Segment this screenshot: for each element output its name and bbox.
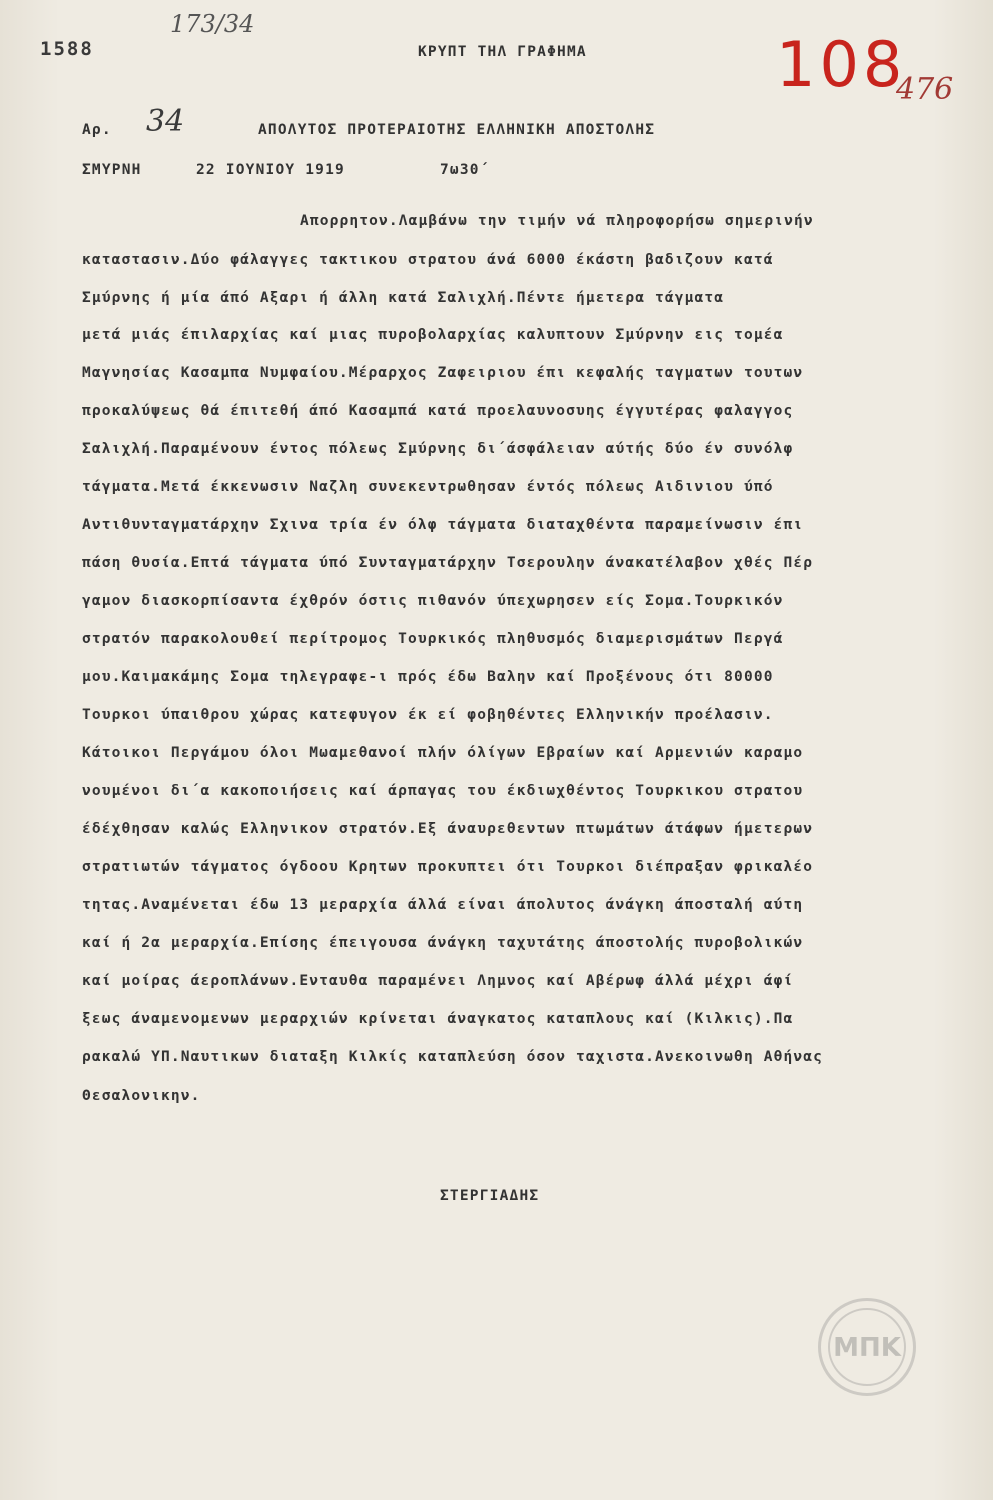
- seal-letters: ΜΠΚ: [833, 1333, 901, 1363]
- document-heading: ΚΡΥΠΤ ΤΗΛ ΓΡΑΦΗΜΑ: [418, 44, 587, 60]
- body-line: ρακαλώ ΥΠ.Ναυτικων διαταξη Κιλκίς καταπλεύση όσον ταχιστα.Ανεκοινωθη Αθήνας: [82, 1049, 823, 1065]
- red-archive-number: 108: [776, 28, 907, 101]
- body-line: στρατόν παρακολουθεί περίτρομος Τουρκικός πληθυσμός διαμερισμάτων Περγά: [82, 631, 784, 647]
- body-line: τάγματα.Μετά έκκενωσιν Ναζλη συνεκεντρωθησαν έντός πόλεως Αιδινιου ύπό: [82, 479, 774, 495]
- body-line: Μαγνησίας Κασαμπα Νυμφαίου.Μέραρχος Ζαφειριου έπι κεφαλής ταγματων τουτων: [82, 365, 804, 381]
- place: ΣΜΥΡΝΗ: [82, 162, 142, 178]
- body-line: γαμον διασκορπίσαντα έχθρόν όστις πιθανόν ύπεχωρησεν είς Σομα.Τουρκικόν: [82, 593, 784, 609]
- reference-number: 34: [146, 104, 185, 139]
- body-line: έδέχθησαν καλώς Ελληνικον στρατόν.Εξ άναυρεθεντων πτωμάτων άτάφων ήμετερων: [82, 821, 814, 837]
- body-line: νουμένοι δι΄α κακοποιήσεις καί άρπαγας του έκδιωχθέντος Τουρκικου στρατου: [82, 783, 804, 799]
- red-archive-subnumber: 476: [896, 72, 954, 107]
- body-line: μετά μιάς έπιλαρχίας καί μιας πυροβολαρχίας καλυπτουν Σμύρνην εις τομέα: [82, 327, 784, 343]
- body-line: μου.Καιμακάμης Σομα τηλεγραφε-ι πρός έδω Βαλην καί Προξένους ότι 80000: [82, 669, 774, 685]
- archive-seal: [818, 1298, 916, 1396]
- body-line: Τουρκοι ύπαιθρου χώρας κατεφυγον έκ εί φοβηθέντες Ελληνικήν προέλασιν.: [82, 707, 774, 723]
- folio-note: 173/34: [170, 10, 255, 38]
- body-line: Απορρητον.Λαμβάνω την τιμήν νά πληροφορήσω σημερινήν: [300, 213, 814, 229]
- time: 7ω30΄: [440, 162, 490, 178]
- body-line: Κάτοικοι Περγάμου όλοι Μωαμεθανοί πλήν όλίγων Εβραίων καί Αρμενιών καραμο: [82, 745, 804, 761]
- body-line: καταστασιν.Δύο φάλαγγες τακτικου στρατου άνά 6000 έκάστη βαδιζουν κατά: [82, 252, 774, 268]
- body-line: Σαλιχλή.Παραμένουν έντος πόλεως Σμύρνης δι΄άσφάλειαν αύτής δύο έν συνόλφ: [82, 441, 794, 457]
- body-line: στρατιωτών τάγματος όγδοου Κρητων προκυπτει ότι Τουρκοι διέπραξαν φρικαλέο: [82, 859, 814, 875]
- signature: ΣΤΕΡΓΙΑΔΗΣ: [440, 1188, 540, 1204]
- reference-label: Αρ.: [82, 122, 112, 138]
- body-line: καί ή 2α μεραρχία.Επίσης έπειγουσα άνάγκη ταχυτάτης άποστολής πυροβολικών: [82, 935, 804, 951]
- body-line: τητας.Αναμένεται έδω 13 μεραρχία άλλά είναι άπολυτος άνάγκη άποσταλή αύτη: [82, 897, 804, 913]
- doc-number: 1588: [40, 38, 94, 60]
- body-line: πάση θυσία.Επτά τάγματα ύπό Συνταγματάρχην Τσερουλην άνακατέλαβον χθές Πέρ: [82, 555, 814, 571]
- date: 22 ΙΟΥΝΙΟΥ 1919: [196, 162, 345, 178]
- body-line: Σμύρνης ή μία άπό Αξαρι ή άλλη κατά Σαλιχλή.Πέντε ήμετερα τάγματα: [82, 290, 725, 306]
- seal-monogram-icon: [821, 1301, 913, 1393]
- body-line: Αντιθυνταγματάρχην Σχινα τρία έν όλφ τάγματα διαταχθέντα παραμείνωσιν έπι: [82, 517, 804, 533]
- body-line: Θεσαλονικην.: [82, 1088, 201, 1104]
- body-line: ξεως άναμενομενων μεραρχιών κρίνεται άναγκατος καταπλους καί (Κιλκις).Πα: [82, 1011, 794, 1027]
- body-line: προκαλύψεως θά έπιτεθή άπό Κασαμπά κατά προελαυνοσυης έγγυτέρας φαλαγγος: [82, 403, 794, 419]
- priority-line: ΑΠΟΛΥΤΟΣ ΠΡΟΤΕΡΑΙΟΤΗΣ ΕΛΛΗΝΙΚΗ ΑΠΟΣΤΟΛΗΣ: [258, 122, 656, 138]
- body-line: καί μοίρας άεροπλάνων.Ενταυθα παραμένει Λημνος καί Αβέρωφ άλλά μέχρι άφί: [82, 973, 794, 989]
